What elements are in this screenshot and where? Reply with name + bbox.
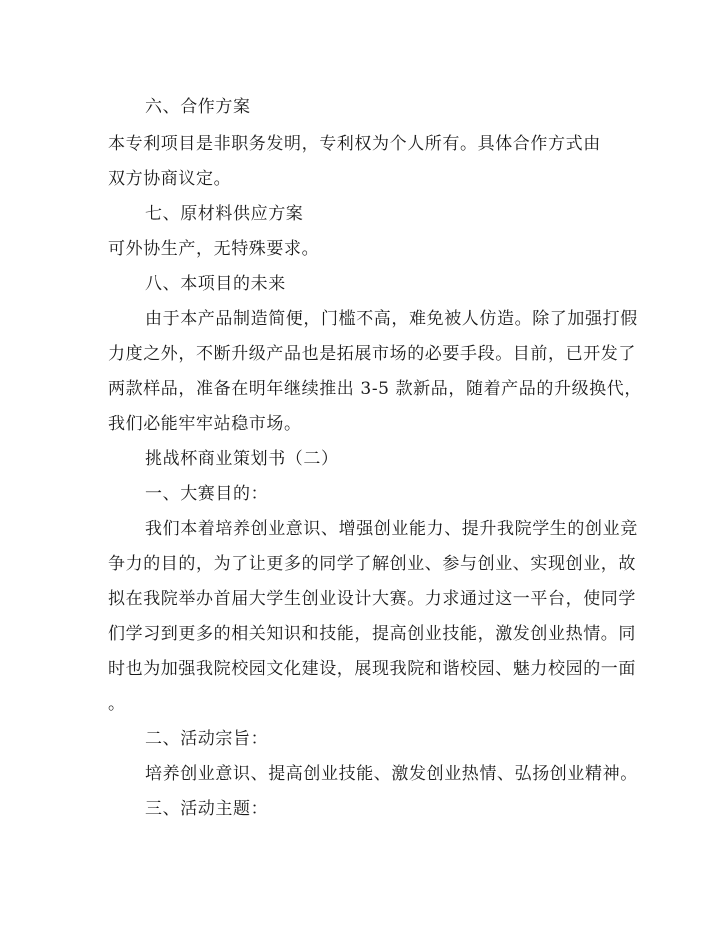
paragraph-line: 我们本着培养创业意识、增强创业能力、提升我院学生的创业竞 [145, 519, 638, 539]
paragraph-line: 时也为加强我院校园文化建设，展现我院和谐校园、魅力校园的一面 [108, 659, 636, 679]
paragraph-line: 可外协生产，无特殊要求。 [108, 239, 320, 259]
document-subtitle: 挑战杯商业策划书（二） [145, 449, 339, 469]
paragraph-line: 。 [108, 694, 126, 714]
paragraph-line: 本专利项目是非职务发明，专利权为个人所有。具体合作方式由 [108, 134, 601, 154]
paragraph-line: 由于本产品制造简便，门槛不高，难免被人仿造。除了加强打假 [145, 309, 638, 329]
paragraph-line: 双方协商议定。 [108, 169, 232, 189]
section-heading-theme: 三、活动主题： [145, 799, 269, 819]
section-heading-purpose: 一、大赛目的： [145, 484, 269, 504]
section-heading-cooperation: 六、合作方案 [145, 97, 251, 117]
paragraph-line: 我们必能牢牢站稳市场。 [108, 414, 302, 434]
paragraph-line: 争力的目的，为了让更多的同学了解创业、参与创业、实现创业，故 [108, 554, 636, 574]
paragraph-line: 两款样品，准备在明年继续推出 3-5 款新品，随着产品的升级换代， [108, 379, 642, 399]
paragraph-line: 力度之外，不断升级产品也是拓展市场的必要手段。目前，已开发了 [108, 344, 636, 364]
paragraph-line: 培养创业意识、提高创业技能、激发创业热情、弘扬创业精神。 [145, 764, 638, 784]
paragraph-line: 拟在我院举办首届大学生创业设计大赛。力求通过这一平台，使同学 [108, 589, 636, 609]
paragraph-line: 们学习到更多的相关知识和技能，提高创业技能，激发创业热情。同 [108, 624, 636, 644]
section-heading-materials: 七、原材料供应方案 [145, 204, 304, 224]
section-heading-tenet: 二、活动宗旨： [145, 729, 269, 749]
section-heading-future: 八、本项目的未来 [145, 274, 286, 294]
